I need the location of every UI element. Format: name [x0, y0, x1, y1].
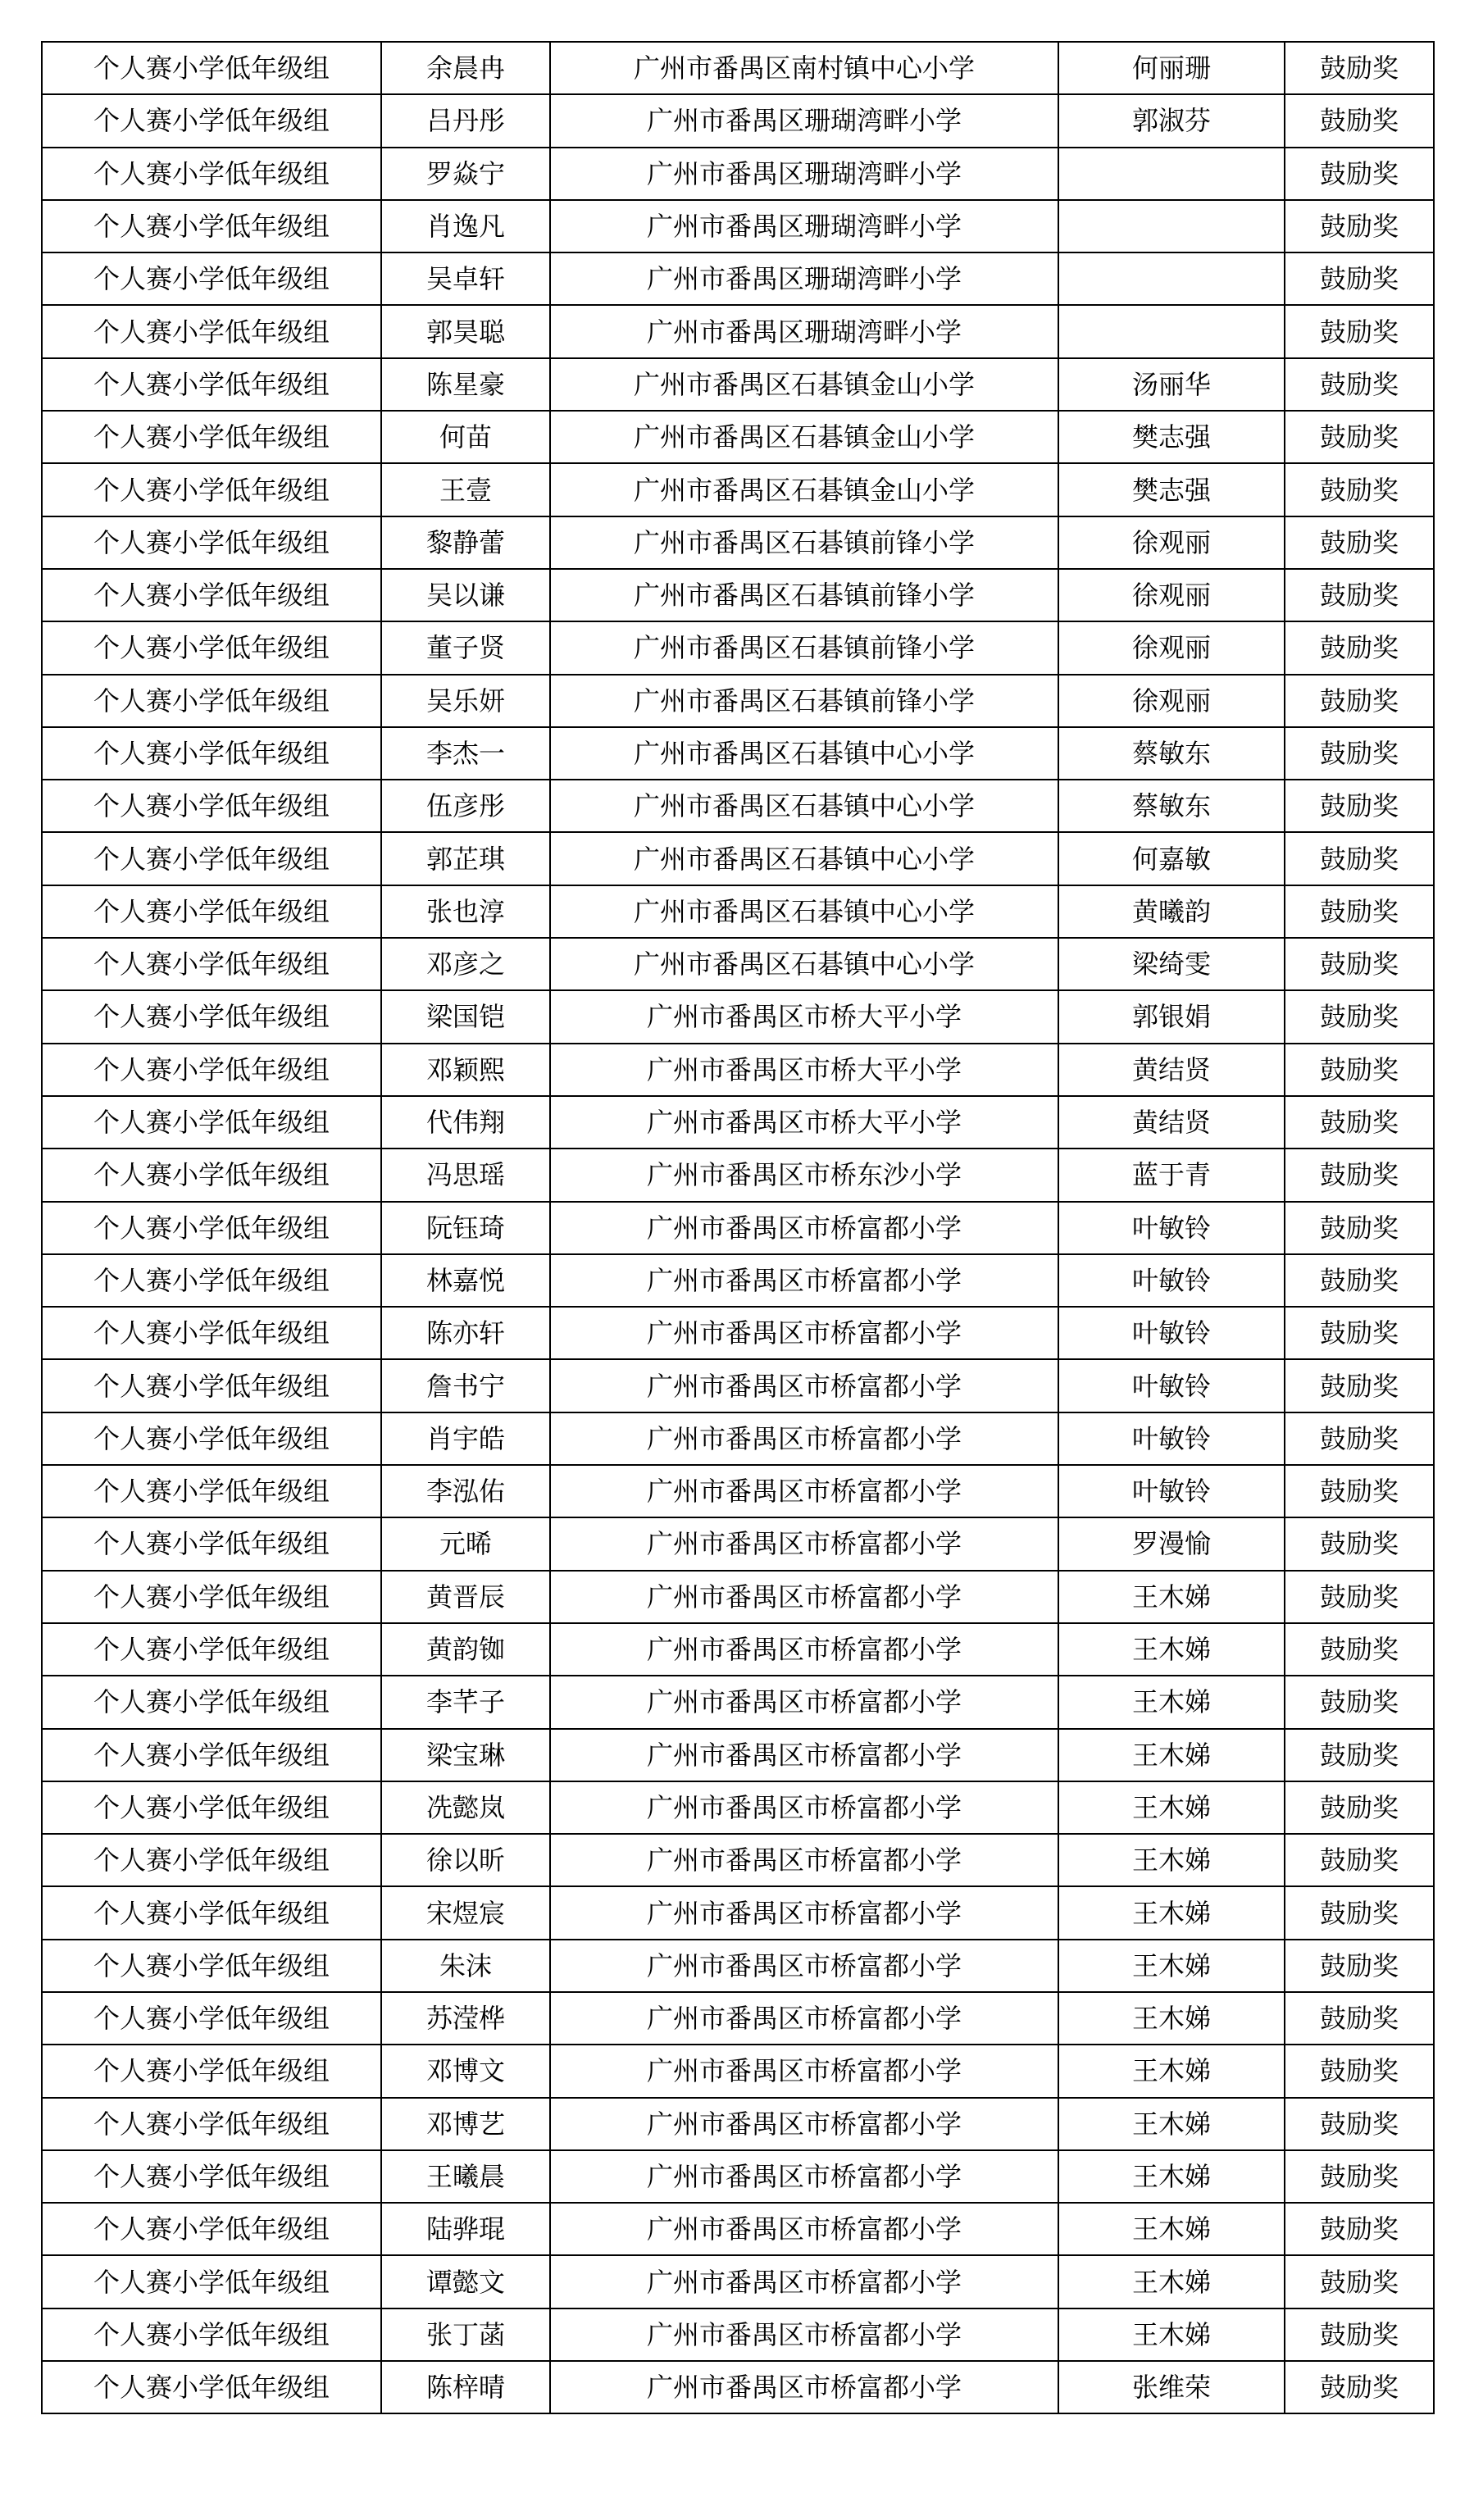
teacher-cell: 王木娣	[1058, 1781, 1285, 1834]
school-cell: 广州市番禺区石碁镇金山小学	[550, 358, 1058, 411]
category-cell: 个人赛小学低年级组	[42, 1307, 381, 1359]
table-row	[42, 358, 1434, 411]
table-row	[42, 411, 1434, 463]
category-cell: 个人赛小学低年级组	[42, 1940, 381, 1992]
table-row	[42, 200, 1434, 252]
table-row	[42, 252, 1434, 305]
award-cell: 鼓励奖	[1285, 2361, 1434, 2413]
school-cell: 广州市番禺区石碁镇中心小学	[550, 832, 1058, 885]
award-cell: 鼓励奖	[1285, 621, 1434, 674]
category-cell: 个人赛小学低年级组	[42, 1571, 381, 1623]
award-cell: 鼓励奖	[1285, 1676, 1434, 1728]
school-cell: 广州市番禺区市桥富都小学	[550, 2361, 1058, 2413]
award-cell: 鼓励奖	[1285, 1044, 1434, 1096]
student-name-cell: 肖逸凡	[381, 200, 550, 252]
school-cell: 广州市番禺区石碁镇金山小学	[550, 463, 1058, 516]
table-row	[42, 1623, 1434, 1676]
school-cell: 广州市番禺区市桥大平小学	[550, 1096, 1058, 1149]
student-name-cell: 罗焱宁	[381, 148, 550, 200]
school-cell: 广州市番禺区市桥富都小学	[550, 1571, 1058, 1623]
school-cell: 广州市番禺区市桥东沙小学	[550, 1149, 1058, 1201]
teacher-cell: 叶敏铃	[1058, 1254, 1285, 1307]
student-name-cell: 元晞	[381, 1517, 550, 1570]
category-cell: 个人赛小学低年级组	[42, 727, 381, 780]
teacher-cell: 王木娣	[1058, 1676, 1285, 1728]
student-name-cell: 李芊子	[381, 1676, 550, 1728]
teacher-cell: 叶敏铃	[1058, 1465, 1285, 1517]
award-cell: 鼓励奖	[1285, 990, 1434, 1043]
award-cell: 鼓励奖	[1285, 2098, 1434, 2150]
student-name-cell: 梁国铠	[381, 990, 550, 1043]
school-cell: 广州市番禺区珊瑚湾畔小学	[550, 252, 1058, 305]
school-cell: 广州市番禺区市桥富都小学	[550, 2150, 1058, 2203]
student-name-cell: 邓颖熙	[381, 1044, 550, 1096]
award-cell: 鼓励奖	[1285, 1254, 1434, 1307]
teacher-cell: 梁绮雯	[1058, 938, 1285, 990]
category-cell: 个人赛小学低年级组	[42, 1623, 381, 1676]
school-cell: 广州市番禺区市桥富都小学	[550, 1412, 1058, 1465]
category-cell: 个人赛小学低年级组	[42, 2150, 381, 2203]
award-cell: 鼓励奖	[1285, 1571, 1434, 1623]
table-row	[42, 305, 1434, 357]
teacher-cell: 何嘉敏	[1058, 832, 1285, 885]
student-name-cell: 阮钰琦	[381, 1202, 550, 1254]
student-name-cell: 詹书宁	[381, 1359, 550, 1412]
school-cell: 广州市番禺区石碁镇中心小学	[550, 885, 1058, 938]
school-cell: 广州市番禺区石碁镇中心小学	[550, 938, 1058, 990]
school-cell: 广州市番禺区市桥富都小学	[550, 1781, 1058, 1834]
table-row	[42, 148, 1434, 200]
category-cell: 个人赛小学低年级组	[42, 1044, 381, 1096]
category-cell: 个人赛小学低年级组	[42, 675, 381, 727]
school-cell: 广州市番禺区石碁镇中心小学	[550, 780, 1058, 832]
table-row	[42, 938, 1434, 990]
school-cell: 广州市番禺区市桥富都小学	[550, 2045, 1058, 2097]
teacher-cell: 罗漫愉	[1058, 1517, 1285, 1570]
teacher-cell: 王木娣	[1058, 2098, 1285, 2150]
teacher-cell: 王木娣	[1058, 1886, 1285, 1939]
student-name-cell: 邓彦之	[381, 938, 550, 990]
table-row	[42, 727, 1434, 780]
student-name-cell: 李杰一	[381, 727, 550, 780]
award-table	[41, 41, 1435, 2414]
award-cell: 鼓励奖	[1285, 1623, 1434, 1676]
category-cell: 个人赛小学低年级组	[42, 2045, 381, 2097]
award-cell: 鼓励奖	[1285, 148, 1434, 200]
student-name-cell: 何苗	[381, 411, 550, 463]
teacher-cell: 张维荣	[1058, 2361, 1285, 2413]
award-cell: 鼓励奖	[1285, 411, 1434, 463]
school-cell: 广州市番禺区市桥富都小学	[550, 1886, 1058, 1939]
school-cell: 广州市番禺区市桥富都小学	[550, 1517, 1058, 1570]
student-name-cell: 王壹	[381, 463, 550, 516]
category-cell: 个人赛小学低年级组	[42, 1096, 381, 1149]
student-name-cell: 冯思瑶	[381, 1149, 550, 1201]
school-cell: 广州市番禺区市桥富都小学	[550, 1623, 1058, 1676]
teacher-cell: 叶敏铃	[1058, 1412, 1285, 1465]
category-cell: 个人赛小学低年级组	[42, 1149, 381, 1201]
teacher-cell: 蔡敏东	[1058, 727, 1285, 780]
teacher-cell: 徐观丽	[1058, 516, 1285, 569]
teacher-cell: 徐观丽	[1058, 569, 1285, 621]
category-cell: 个人赛小学低年级组	[42, 94, 381, 147]
school-cell: 广州市番禺区市桥富都小学	[550, 2203, 1058, 2255]
table-row	[42, 2045, 1434, 2097]
table-row	[42, 1202, 1434, 1254]
table-row	[42, 94, 1434, 147]
table-row	[42, 2203, 1434, 2255]
teacher-cell: 黄结贤	[1058, 1096, 1285, 1149]
table-row	[42, 1676, 1434, 1728]
school-cell: 广州市番禺区市桥富都小学	[550, 2255, 1058, 2308]
school-cell: 广州市番禺区市桥大平小学	[550, 990, 1058, 1043]
category-cell: 个人赛小学低年级组	[42, 621, 381, 674]
award-cell: 鼓励奖	[1285, 885, 1434, 938]
student-name-cell: 董子贤	[381, 621, 550, 674]
award-cell: 鼓励奖	[1285, 200, 1434, 252]
category-cell: 个人赛小学低年级组	[42, 2203, 381, 2255]
teacher-cell: 徐观丽	[1058, 621, 1285, 674]
school-cell: 广州市番禺区石碁镇前锋小学	[550, 516, 1058, 569]
table-row	[42, 1517, 1434, 1570]
award-cell: 鼓励奖	[1285, 1307, 1434, 1359]
student-name-cell: 陆骅琨	[381, 2203, 550, 2255]
award-cell: 鼓励奖	[1285, 1992, 1434, 2045]
student-name-cell: 黄晋辰	[381, 1571, 550, 1623]
school-cell: 广州市番禺区珊瑚湾畔小学	[550, 305, 1058, 357]
table-row	[42, 885, 1434, 938]
student-name-cell: 肖宇皓	[381, 1412, 550, 1465]
school-cell: 广州市番禺区市桥富都小学	[550, 1465, 1058, 1517]
category-cell: 个人赛小学低年级组	[42, 780, 381, 832]
school-cell: 广州市番禺区市桥富都小学	[550, 1254, 1058, 1307]
student-name-cell: 黎静蕾	[381, 516, 550, 569]
table-row	[42, 2255, 1434, 2308]
category-cell: 个人赛小学低年级组	[42, 1834, 381, 1886]
teacher-cell: 王木娣	[1058, 2255, 1285, 2308]
school-cell: 广州市番禺区石碁镇前锋小学	[550, 675, 1058, 727]
category-cell: 个人赛小学低年级组	[42, 1992, 381, 2045]
student-name-cell: 王曦晨	[381, 2150, 550, 2203]
teacher-cell: 郭银娟	[1058, 990, 1285, 1043]
category-cell: 个人赛小学低年级组	[42, 832, 381, 885]
teacher-cell: 徐观丽	[1058, 675, 1285, 727]
teacher-cell: 黄结贤	[1058, 1044, 1285, 1096]
award-cell: 鼓励奖	[1285, 1834, 1434, 1886]
teacher-cell: 王木娣	[1058, 1571, 1285, 1623]
teacher-cell: 王木娣	[1058, 1992, 1285, 2045]
student-name-cell: 邓博文	[381, 2045, 550, 2097]
award-cell: 鼓励奖	[1285, 1149, 1434, 1201]
category-cell: 个人赛小学低年级组	[42, 200, 381, 252]
student-name-cell: 吴卓轩	[381, 252, 550, 305]
award-cell: 鼓励奖	[1285, 832, 1434, 885]
category-cell: 个人赛小学低年级组	[42, 1202, 381, 1254]
school-cell: 广州市番禺区珊瑚湾畔小学	[550, 148, 1058, 200]
category-cell: 个人赛小学低年级组	[42, 148, 381, 200]
table-row	[42, 2361, 1434, 2413]
teacher-cell	[1058, 252, 1285, 305]
student-name-cell: 朱沫	[381, 1940, 550, 1992]
table-row	[42, 516, 1434, 569]
student-name-cell: 宋煜宸	[381, 1886, 550, 1939]
student-name-cell: 谭懿文	[381, 2255, 550, 2308]
student-name-cell: 伍彦彤	[381, 780, 550, 832]
school-cell: 广州市番禺区珊瑚湾畔小学	[550, 200, 1058, 252]
award-cell: 鼓励奖	[1285, 1412, 1434, 1465]
teacher-cell: 王木娣	[1058, 2203, 1285, 2255]
award-cell: 鼓励奖	[1285, 94, 1434, 147]
category-cell: 个人赛小学低年级组	[42, 1517, 381, 1570]
award-cell: 鼓励奖	[1285, 42, 1434, 94]
table-row	[42, 1834, 1434, 1886]
teacher-cell: 蓝于青	[1058, 1149, 1285, 1201]
award-cell: 鼓励奖	[1285, 2308, 1434, 2361]
award-cell: 鼓励奖	[1285, 1886, 1434, 1939]
school-cell: 广州市番禺区石碁镇中心小学	[550, 727, 1058, 780]
teacher-cell: 王木娣	[1058, 2150, 1285, 2203]
table-row	[42, 780, 1434, 832]
student-name-cell: 梁宝琳	[381, 1729, 550, 1781]
table-row	[42, 675, 1434, 727]
table-row	[42, 1781, 1434, 1834]
teacher-cell: 何丽珊	[1058, 42, 1285, 94]
award-cell: 鼓励奖	[1285, 780, 1434, 832]
table-row	[42, 1886, 1434, 1939]
award-cell: 鼓励奖	[1285, 569, 1434, 621]
teacher-cell: 王木娣	[1058, 2308, 1285, 2361]
category-cell: 个人赛小学低年级组	[42, 411, 381, 463]
school-cell: 广州市番禺区石碁镇前锋小学	[550, 621, 1058, 674]
category-cell: 个人赛小学低年级组	[42, 358, 381, 411]
table-row	[42, 2150, 1434, 2203]
table-row	[42, 1359, 1434, 1412]
student-name-cell: 黄韵铷	[381, 1623, 550, 1676]
award-cell: 鼓励奖	[1285, 675, 1434, 727]
table-row	[42, 1940, 1434, 1992]
category-cell: 个人赛小学低年级组	[42, 1465, 381, 1517]
table-row	[42, 832, 1434, 885]
school-cell: 广州市番禺区市桥富都小学	[550, 1992, 1058, 2045]
award-cell: 鼓励奖	[1285, 938, 1434, 990]
table-row	[42, 1465, 1434, 1517]
school-cell: 广州市番禺区市桥富都小学	[550, 1202, 1058, 1254]
school-cell: 广州市番禺区南村镇中心小学	[550, 42, 1058, 94]
category-cell: 个人赛小学低年级组	[42, 1781, 381, 1834]
school-cell: 广州市番禺区珊瑚湾畔小学	[550, 94, 1058, 147]
award-cell: 鼓励奖	[1285, 358, 1434, 411]
award-cell: 鼓励奖	[1285, 252, 1434, 305]
student-name-cell: 苏滢桦	[381, 1992, 550, 2045]
student-name-cell: 张也淳	[381, 885, 550, 938]
teacher-cell: 王木娣	[1058, 2045, 1285, 2097]
teacher-cell: 王木娣	[1058, 1729, 1285, 1781]
student-name-cell: 陈梓晴	[381, 2361, 550, 2413]
table-row	[42, 1149, 1434, 1201]
teacher-cell: 黄曦韵	[1058, 885, 1285, 938]
category-cell: 个人赛小学低年级组	[42, 1359, 381, 1412]
award-cell: 鼓励奖	[1285, 516, 1434, 569]
table-row	[42, 1096, 1434, 1149]
teacher-cell	[1058, 148, 1285, 200]
student-name-cell: 张丁菡	[381, 2308, 550, 2361]
student-name-cell: 林嘉悦	[381, 1254, 550, 1307]
teacher-cell: 王木娣	[1058, 1623, 1285, 1676]
school-cell: 广州市番禺区市桥富都小学	[550, 1359, 1058, 1412]
table-row	[42, 1254, 1434, 1307]
teacher-cell: 汤丽华	[1058, 358, 1285, 411]
teacher-cell: 蔡敏东	[1058, 780, 1285, 832]
table-row	[42, 569, 1434, 621]
student-name-cell: 徐以昕	[381, 1834, 550, 1886]
school-cell: 广州市番禺区市桥富都小学	[550, 1307, 1058, 1359]
student-name-cell: 代伟翔	[381, 1096, 550, 1149]
award-cell: 鼓励奖	[1285, 1096, 1434, 1149]
student-name-cell: 陈星豪	[381, 358, 550, 411]
teacher-cell: 樊志强	[1058, 411, 1285, 463]
award-cell: 鼓励奖	[1285, 1517, 1434, 1570]
teacher-cell: 樊志强	[1058, 463, 1285, 516]
category-cell: 个人赛小学低年级组	[42, 2098, 381, 2150]
table-row	[42, 1571, 1434, 1623]
table-row	[42, 42, 1434, 94]
teacher-cell: 郭淑芬	[1058, 94, 1285, 147]
table-row	[42, 1992, 1434, 2045]
student-name-cell: 余晨冉	[381, 42, 550, 94]
teacher-cell: 叶敏铃	[1058, 1202, 1285, 1254]
category-cell: 个人赛小学低年级组	[42, 463, 381, 516]
table-row	[42, 621, 1434, 674]
table-row	[42, 1044, 1434, 1096]
table-row	[42, 1729, 1434, 1781]
category-cell: 个人赛小学低年级组	[42, 1254, 381, 1307]
school-cell: 广州市番禺区市桥富都小学	[550, 2308, 1058, 2361]
teacher-cell: 王木娣	[1058, 1940, 1285, 1992]
award-cell: 鼓励奖	[1285, 305, 1434, 357]
category-cell: 个人赛小学低年级组	[42, 2361, 381, 2413]
award-cell: 鼓励奖	[1285, 2203, 1434, 2255]
award-cell: 鼓励奖	[1285, 1729, 1434, 1781]
school-cell: 广州市番禺区市桥大平小学	[550, 1044, 1058, 1096]
award-cell: 鼓励奖	[1285, 1359, 1434, 1412]
student-name-cell: 郭芷琪	[381, 832, 550, 885]
student-name-cell: 吕丹彤	[381, 94, 550, 147]
student-name-cell: 邓博艺	[381, 2098, 550, 2150]
teacher-cell: 叶敏铃	[1058, 1307, 1285, 1359]
school-cell: 广州市番禺区市桥富都小学	[550, 1729, 1058, 1781]
teacher-cell	[1058, 305, 1285, 357]
category-cell: 个人赛小学低年级组	[42, 938, 381, 990]
category-cell: 个人赛小学低年级组	[42, 252, 381, 305]
student-name-cell: 郭昊聪	[381, 305, 550, 357]
teacher-cell: 王木娣	[1058, 1834, 1285, 1886]
school-cell: 广州市番禺区市桥富都小学	[550, 2098, 1058, 2150]
award-cell: 鼓励奖	[1285, 727, 1434, 780]
table-row	[42, 463, 1434, 516]
award-cell: 鼓励奖	[1285, 2150, 1434, 2203]
category-cell: 个人赛小学低年级组	[42, 1886, 381, 1939]
award-cell: 鼓励奖	[1285, 1781, 1434, 1834]
award-cell: 鼓励奖	[1285, 463, 1434, 516]
table-row	[42, 2308, 1434, 2361]
category-cell: 个人赛小学低年级组	[42, 42, 381, 94]
school-cell: 广州市番禺区石碁镇前锋小学	[550, 569, 1058, 621]
school-cell: 广州市番禺区市桥富都小学	[550, 1940, 1058, 1992]
table-row	[42, 2098, 1434, 2150]
school-cell: 广州市番禺区市桥富都小学	[550, 1676, 1058, 1728]
student-name-cell: 吴以谦	[381, 569, 550, 621]
school-cell: 广州市番禺区市桥富都小学	[550, 1834, 1058, 1886]
category-cell: 个人赛小学低年级组	[42, 1412, 381, 1465]
student-name-cell: 吴乐妍	[381, 675, 550, 727]
table-row	[42, 1412, 1434, 1465]
award-table-body	[42, 42, 1434, 2413]
student-name-cell: 冼懿岚	[381, 1781, 550, 1834]
school-cell: 广州市番禺区石碁镇金山小学	[550, 411, 1058, 463]
category-cell: 个人赛小学低年级组	[42, 1676, 381, 1728]
student-name-cell: 陈亦轩	[381, 1307, 550, 1359]
teacher-cell: 叶敏铃	[1058, 1359, 1285, 1412]
teacher-cell	[1058, 200, 1285, 252]
category-cell: 个人赛小学低年级组	[42, 990, 381, 1043]
category-cell: 个人赛小学低年级组	[42, 305, 381, 357]
student-name-cell: 李泓佑	[381, 1465, 550, 1517]
table-row	[42, 990, 1434, 1043]
category-cell: 个人赛小学低年级组	[42, 1729, 381, 1781]
category-cell: 个人赛小学低年级组	[42, 516, 381, 569]
category-cell: 个人赛小学低年级组	[42, 885, 381, 938]
category-cell: 个人赛小学低年级组	[42, 2308, 381, 2361]
category-cell: 个人赛小学低年级组	[42, 569, 381, 621]
award-cell: 鼓励奖	[1285, 2045, 1434, 2097]
award-cell: 鼓励奖	[1285, 1465, 1434, 1517]
award-cell: 鼓励奖	[1285, 1202, 1434, 1254]
award-cell: 鼓励奖	[1285, 1940, 1434, 1992]
category-cell: 个人赛小学低年级组	[42, 2255, 381, 2308]
table-row	[42, 1307, 1434, 1359]
award-cell: 鼓励奖	[1285, 2255, 1434, 2308]
